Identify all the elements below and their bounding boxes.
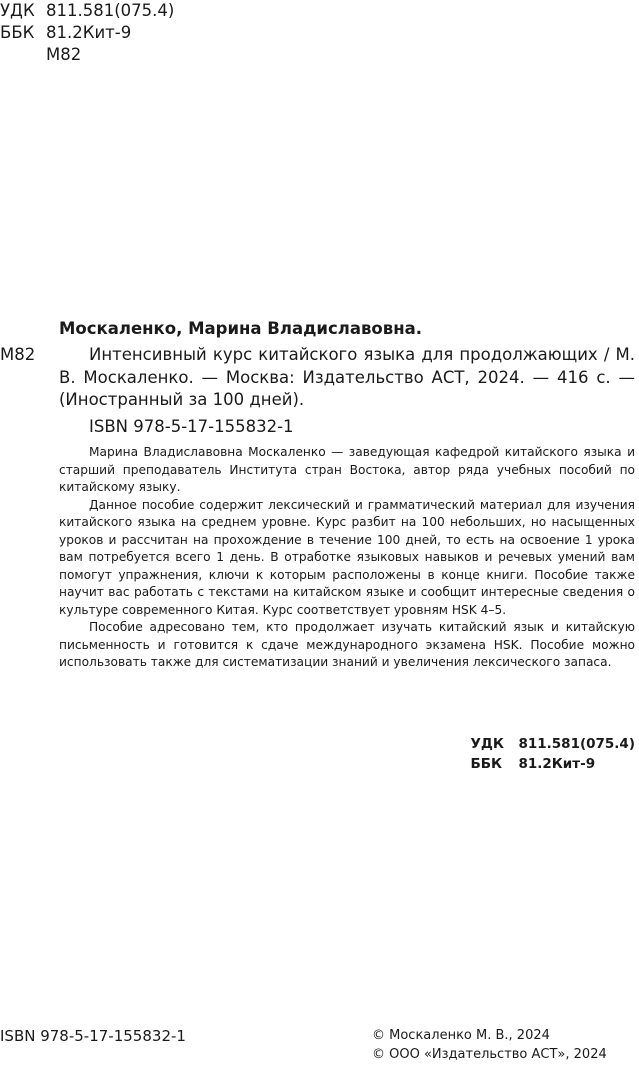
copyright-publisher: © ООО «Издательство АСТ», 2024 [372,1047,607,1062]
annotation [59,444,635,672]
classification-codes-top [0,0,174,66]
annotation-paragraph: Пособие адресовано тем, кто продолжает изучать китайский язык и китайскую письменность и готовится к сдаче международного экзамена HSK. Пособие можно использовать также для систематизации знаний и увеличения лексического запаса. [59,620,635,669]
udk-code-row [470,734,635,754]
bbk-value: 81.2Кит-9 [518,756,596,772]
udk-value: 811.581(075.4) [46,1,175,20]
copyright-author: © Москаленко М. В., 2024 [372,1028,550,1043]
author-sign: М82 [0,345,36,364]
classification-codes-bottom [470,734,635,774]
isbn-record: ISBN 978-5-17-155832-1 [89,417,294,436]
bibliographic-description: Интенсивный курс китайского языка для продолжающих / М. В. Москаленко. — Москва: Издательство АСТ, 2024. — 416 с. — (Иностранный за 100 дней). [59,345,635,409]
udk-label: УДК [470,736,504,752]
bbk-code-row [470,754,635,774]
author-heading: Москаленко, Марина Владиславовна. [59,319,422,338]
udk-value: 811.581(075.4) [518,736,635,752]
annotation-paragraph: Данное пособие содержит лексический и грамматический материал для изучения китайского языка на среднем уровне. Курс разбит на 100 небольших, но насыщенных уроков и рассчитан на прохождение в течение 100 дней, то есть на освоение 1 урока вам потребуется всего 1 день. В отработке языковых навыков и речевых умений вам помогут упражнения, ключи к которым расположены в конце книги. Пособие также научит вас работать с текстами на китайском языке и сообщит интересные сведения о культуре современного Китая. Курс соответствует уровням HSK 4–5. [59,497,635,617]
bbk-label: ББК [470,756,503,772]
isbn-footer: ISBN 978-5-17-155832-1 [0,1027,186,1045]
bbk-label: ББК [0,23,35,42]
annotation-paragraph: Марина Владиславовна Москаленко — заведующая кафедрой китайского языка и старший преподаватель Института стран Востока, автор ряда учебных пособий по китайскому языку. [59,445,635,494]
bbk-code-row [0,22,174,44]
udk-code-row [0,0,174,22]
author-sign-top: М82 [46,45,82,64]
copyright-block [372,1026,607,1064]
udk-label: УДК [0,1,35,20]
bbk-value: 81.2Кит-9 [46,23,132,42]
